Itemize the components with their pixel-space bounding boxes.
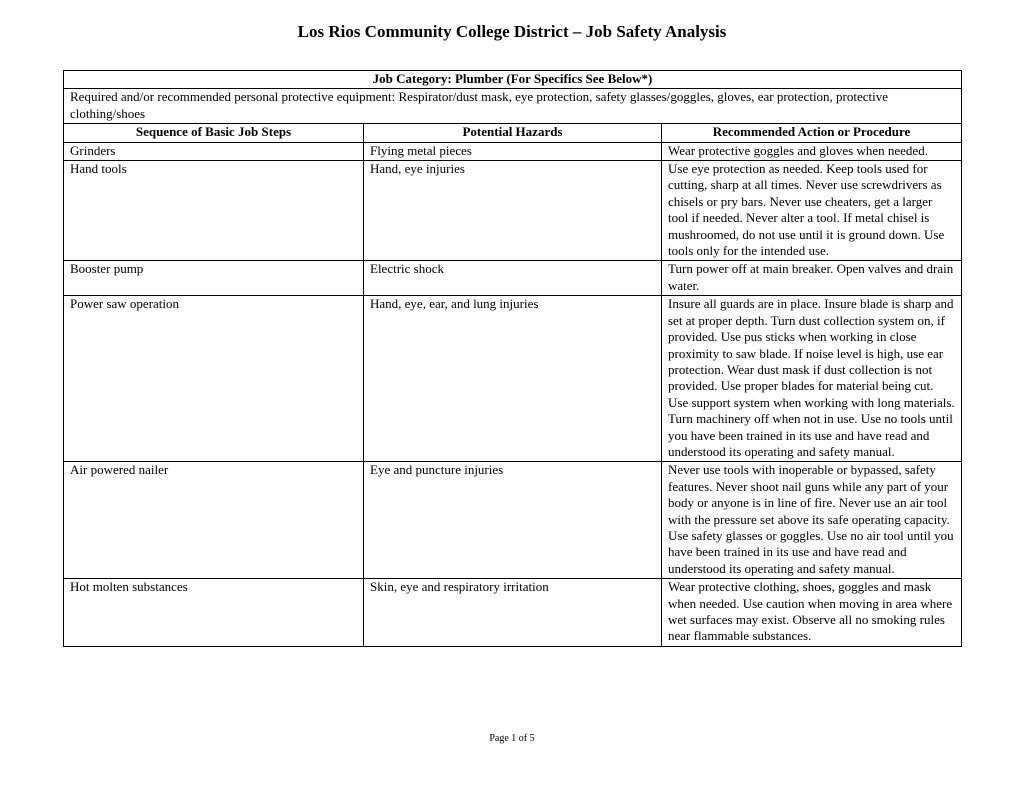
hazard: Hand, eye, ear, and lung injuries: [364, 296, 662, 462]
job-step: Grinders: [64, 142, 364, 160]
job-step: Booster pump: [64, 261, 364, 296]
recommended-action: Insure all guards are in place. Insure blade is sharp and set at proper depth. Turn dust collection system on, if provided. Use pus sticks when working in close proximity to saw blade. If noise level is high, use ear protection. Wear dust mask if dust collection is not provided. Use proper blades for material being cut. Use support system when working with long materials. Turn machinery off when not in use. Use no tools until you have been trained in its use and have read and understood its operating and safety manual.: [662, 296, 962, 462]
column-header-steps: Sequence of Basic Job Steps: [64, 124, 364, 142]
table-row: [64, 296, 962, 462]
hazard: Skin, eye and respiratory irritation: [364, 579, 662, 647]
page-number: Page 1 of 5: [489, 733, 535, 744]
job-safety-table: [63, 70, 962, 647]
table-row: [64, 142, 962, 160]
job-step: Hand tools: [64, 161, 364, 261]
recommended-action: Wear protective clothing, shoes, goggles and mask when needed. Use caution when moving in area where wet surfaces may exist. Observe all no smoking rules near flammable substances.: [662, 579, 962, 647]
hazard: Flying metal pieces: [364, 142, 662, 160]
recommended-action: Never use tools with inoperable or bypassed, safety features. Never shoot nail guns while any part of your body or anyone is in line of fire. Never use an air tool with the pressure set above its safe operating capacity. Use safety glasses or goggles. Use no air tool until you have been trained in its use and have read and understood its operating and safety manual.: [662, 462, 962, 579]
ppe-requirements: Required and/or recommended personal protective equipment: Respirator/dust mask, eye protection, safety glasses/goggles, gloves, ear protection, protective clothing/shoes: [64, 89, 962, 124]
recommended-action: Wear protective goggles and gloves when needed.: [662, 142, 962, 160]
hazard: Electric shock: [364, 261, 662, 296]
column-header-hazards: Potential Hazards: [364, 124, 662, 142]
job-category-row: [64, 71, 962, 89]
ppe-row: [64, 89, 962, 124]
column-header-row: [64, 124, 962, 142]
table-row: [64, 261, 962, 296]
table-row: [64, 579, 962, 647]
table-row: [64, 462, 962, 579]
job-category: Job Category: Plumber (For Specifics See Below*): [64, 71, 962, 89]
recommended-action: Turn power off at main breaker. Open valves and drain water.: [662, 261, 962, 296]
column-header-actions: Recommended Action or Procedure: [662, 124, 962, 142]
document-title: Los Rios Community College District – Job Safety Analysis: [297, 22, 727, 41]
hazard: Eye and puncture injuries: [364, 462, 662, 579]
job-step: Air powered nailer: [64, 462, 364, 579]
recommended-action: Use eye protection as needed. Keep tools used for cutting, sharp at all times. Never use screwdrivers as chisels or pry bars. Never use cheaters, get a larger tool if needed. Never alter a tool. If metal chisel is mushroomed, do not use until it is ground down. Use tools only for the intended use.: [662, 161, 962, 261]
table-row: [64, 161, 962, 261]
hazard: Hand, eye injuries: [364, 161, 662, 261]
job-step: Power saw operation: [64, 296, 364, 462]
job-step: Hot molten substances: [64, 579, 364, 647]
